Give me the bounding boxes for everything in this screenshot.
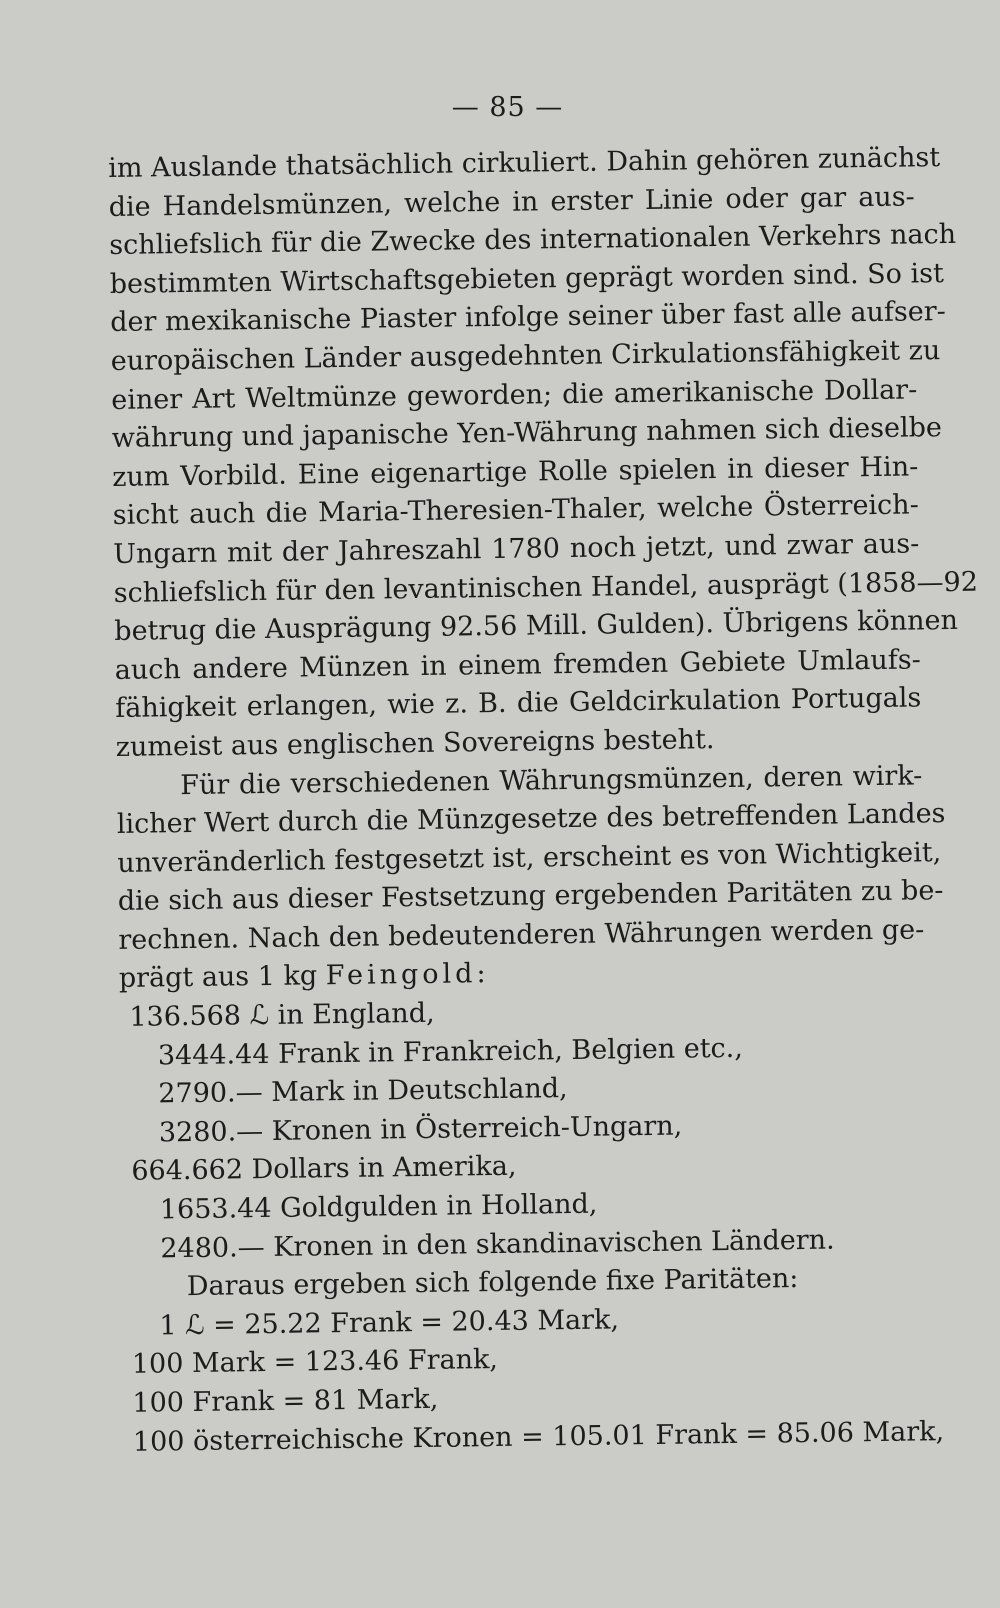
text-line: zumeist aus englischen Sovereigns besteht. — [115, 724, 715, 763]
text-fragment: prägt aus 1 kg — [118, 960, 326, 995]
text-line: die Handelsmünzen, welche in erster Linie oder gar aus- — [108, 181, 915, 223]
text-line: Für die verschiedenen Währungsmünzen, deren wirk- — [180, 759, 923, 801]
text-line: Ungarn mit der Jahreszahl 1780 noch jetzt, und zwar aus- — [113, 528, 920, 570]
parity-item: 100 österreichische Kronen = 105.01 Frank = 85.06 Mark, — [132, 1415, 945, 1458]
body-text — [108, 139, 979, 1462]
parity-item: 1 ℒ = 25.22 Frank = 20.43 Mark, — [159, 1304, 620, 1342]
list-item: 2790.— Mark in Deutschland, — [158, 1073, 568, 1110]
parities-intro: Daraus ergeben sich folgende fixe Paritäten: — [186, 1263, 799, 1303]
text-line: der mexikanische Piaster infolge seiner über fast alle aufser- — [110, 296, 946, 339]
text-line: fähigkeit erlangen, wie z. B. die Geldcirkulation Portugals — [115, 682, 922, 725]
text-line: sicht auch die Maria-Theresien-Thaler, welche Österreich- — [112, 489, 919, 532]
text-line: rechnen. Nach den bedeutenderen Währungen werden ge- — [118, 914, 925, 956]
list-item: 136.568 ℒ in England, — [129, 997, 435, 1033]
text-line: europäischen Länder ausgedehnten Cirkulationsfähigkeit zu — [110, 335, 941, 377]
text-line: schliefslich für den levantinischen Handel, ausprägt (1858—92 — [113, 566, 979, 609]
paragraph-1 — [108, 139, 979, 767]
text-line: einer Art Weltmünze geworden; die amerikanische Dollar- — [111, 373, 918, 416]
text-line: die sich aus dieser Festsetzung ergebenden Paritäten zu be- — [117, 875, 944, 918]
parity-item: 100 Mark = 123.46 Frank, — [131, 1344, 499, 1381]
text-line: im Auslande thatsächlich cirkuliert. Dahin gehören zunächst — [108, 142, 941, 184]
list-item: 3444.44 Frank in Frankreich, Belgien etc., — [157, 1032, 744, 1072]
list-item: 664.662 Dollars in Amerika, — [131, 1151, 517, 1188]
parities-list — [123, 1297, 945, 1462]
parity-item: 100 Frank = 81 Mark, — [132, 1383, 439, 1419]
text-line: unveränderlich festgesetzt ist, erscheint es von Wichtigkeit, — [117, 836, 942, 879]
page-number: — 85 — — [451, 92, 564, 123]
paragraph-2 — [116, 757, 946, 999]
text-line: betrug die Ausprägung 92.56 Mill. Gulden). Übrigens können — [114, 605, 959, 648]
text-line: schliefslich für die Zwecke des internationalen Verkehrs nach — [109, 219, 957, 262]
text-line: bestimmten Wirtschaftsgebieten geprägt worden sind. So ist — [109, 257, 945, 300]
spaced-word-feingold: Feingold: — [325, 958, 490, 992]
coinage-list — [119, 988, 928, 1269]
text-line: licher Wert durch die Münzgesetze des betreffenden Landes — [116, 798, 946, 841]
text-line: auch andere Münzen in einem fremden Gebiete Umlaufs- — [114, 644, 921, 686]
list-item: 2480.— Kronen in den skandinavischen Ländern. — [160, 1224, 835, 1265]
text-line: zum Vorbild. Eine eigenartige Rolle spielen in dieser Hin- — [112, 451, 919, 493]
list-item: 3280.— Kronen in Österreich-Ungarn, — [158, 1110, 683, 1149]
text-line: währung und japanische Yen-Währung nahmen sich dieselbe — [111, 412, 943, 455]
list-item: 1653.44 Goldgulden in Holland, — [159, 1188, 598, 1226]
